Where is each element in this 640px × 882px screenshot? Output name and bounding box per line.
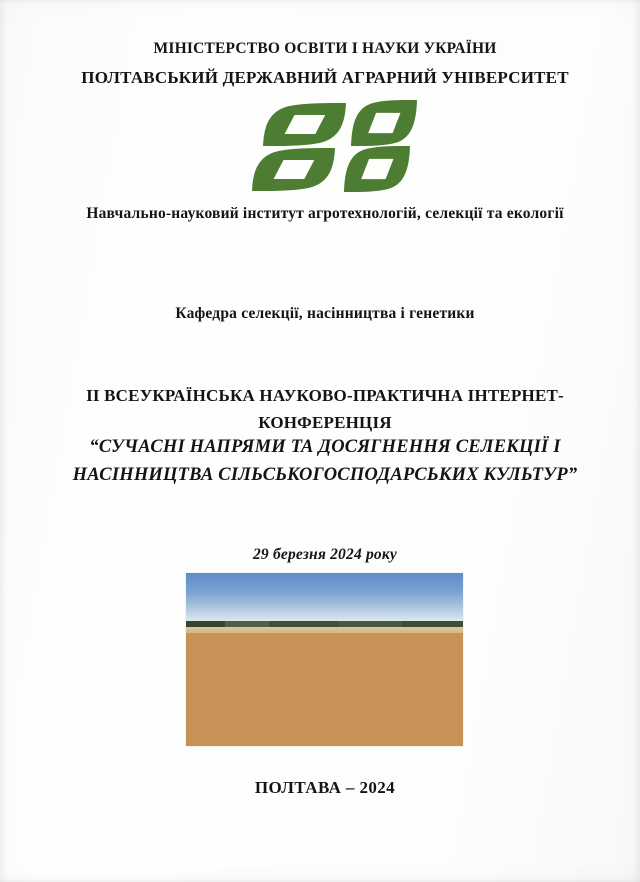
conference-theme — [20, 433, 630, 489]
event-date: 29 березня 2024 року — [252, 546, 398, 563]
four-leaves-icon — [250, 95, 420, 193]
conference-title-line1: ІІ ВСЕУКРАЇНСЬКА НАУКОВО-ПРАКТИЧНА ІНТЕРНЕТ- — [86, 386, 564, 405]
city-year-line: ПОЛТАВА – 2024 — [254, 778, 396, 797]
wheat-field-photo — [186, 573, 463, 746]
institute-line: Навчально-науковий інститут агротехнологій, селекції та екології — [86, 205, 564, 222]
university-line: ПОЛТАВСЬКИЙ ДЕРЖАВНИЙ АГРАРНИЙ УНІВЕРСИТЕТ — [81, 68, 569, 87]
university-logo — [250, 95, 420, 193]
conference-title — [20, 382, 630, 436]
wheat-field — [186, 633, 463, 746]
conference-theme-line2: НАСІННИЦТВА СІЛЬСЬКОГОСПОДАРСЬКИХ КУЛЬТУР” — [72, 465, 578, 485]
conference-theme-line1: “СУЧАСНІ НАПРЯМИ ТА ДОСЯГНЕННЯ СЕЛЕКЦІЇ І — [89, 437, 561, 457]
conference-title-line2: КОНФЕРЕНЦІЯ — [258, 413, 392, 432]
department-line: Кафедра селекції, насінництва і генетики — [175, 305, 475, 322]
sky — [186, 573, 463, 621]
ministry-line: МІНІСТЕРСТВО ОСВІТИ І НАУКИ УКРАЇНИ — [153, 40, 497, 57]
